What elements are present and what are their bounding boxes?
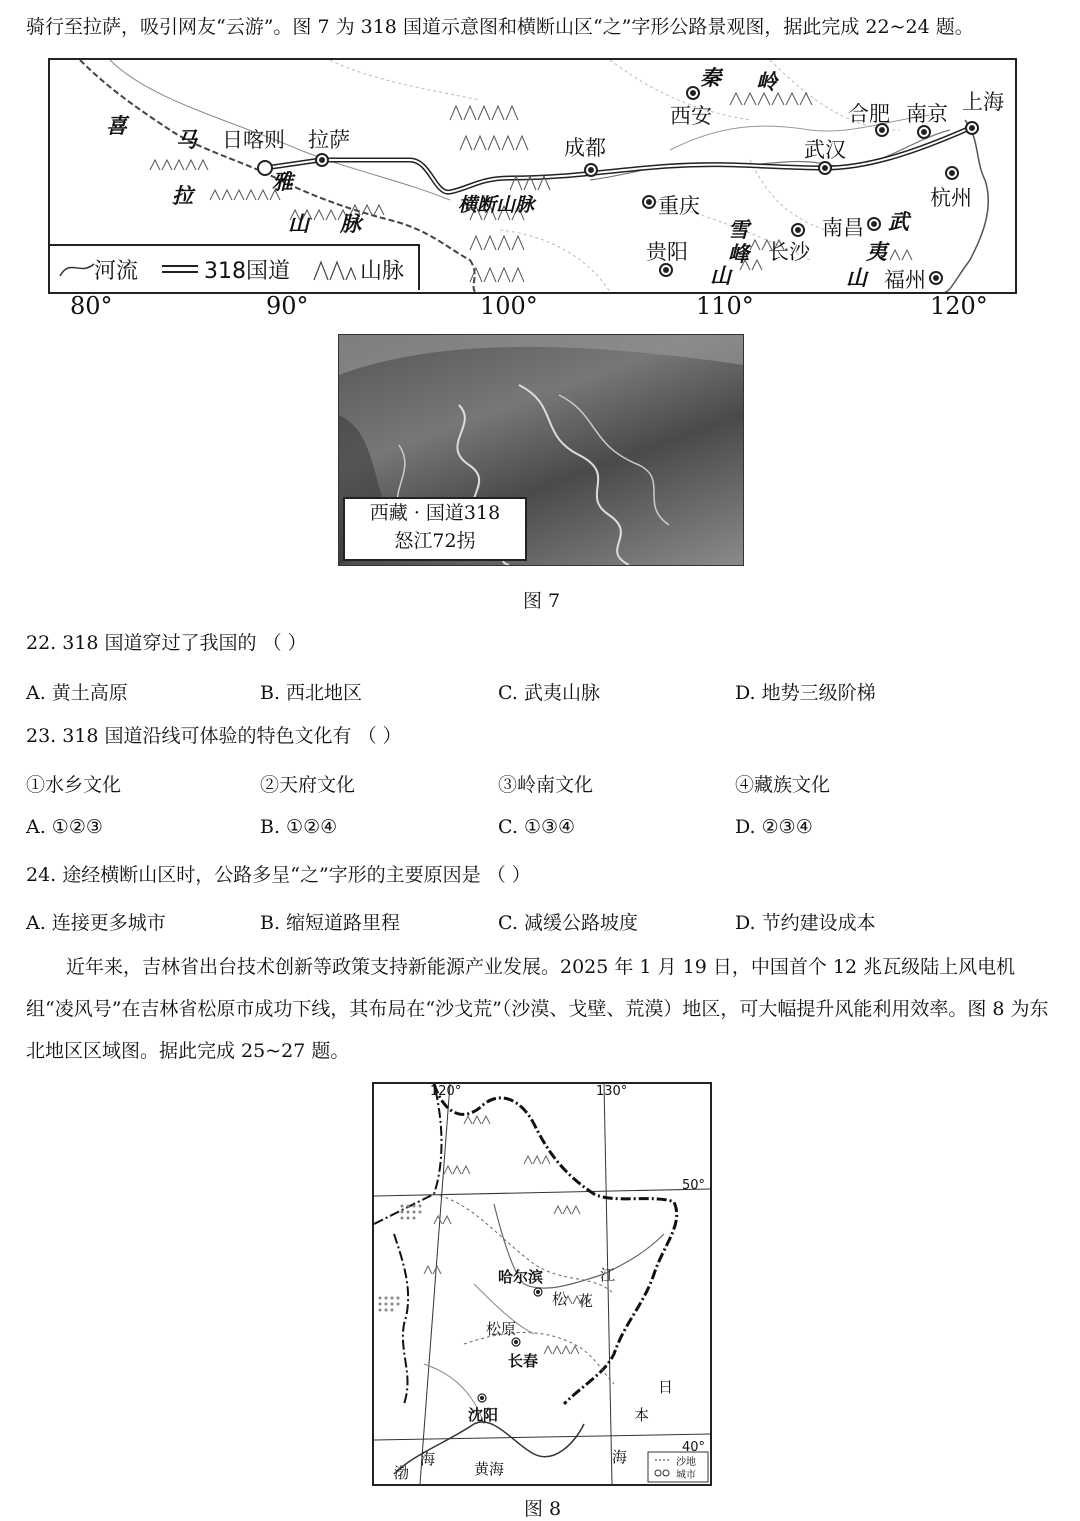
- jilin-paragraph: 近年来，吉林省出台技术创新等政策支持新能源产业发展。2025 年 1 月 19 日，中国首个 12 兆瓦级陆上风电机组“凌风号”在吉林省松原市成功下线，其布局在“沙戈荒”（沙漠、戈壁、荒漠）地区，可大幅提升风能利用效率。图 8 为东北地区区域图。据此完成 25~27 题。: [26, 956, 1049, 1062]
- map8-japan-2: 本: [634, 1406, 650, 1424]
- nujiang-road-photo: [338, 334, 744, 566]
- map8-harbin: 哈尔滨: [498, 1268, 544, 1286]
- q23-item-3: ③岭南文化: [498, 774, 594, 796]
- label-chengdu: 成都: [564, 136, 606, 160]
- figure8-caption: 图 8: [524, 1498, 562, 1520]
- map8-songhua-1: 松: [552, 1290, 568, 1308]
- q22-option-c[interactable]: C. 武夷山脉: [498, 682, 600, 704]
- map8-lon130: 130°: [596, 1084, 628, 1099]
- label-himalaya-6: 脉: [340, 212, 361, 236]
- label-himalaya-5: 山: [288, 212, 309, 236]
- label-himalaya-4: 雅: [272, 170, 293, 194]
- longitude-120: 120°: [930, 292, 988, 320]
- q22-option-d[interactable]: D. 地势三级阶梯: [735, 682, 876, 704]
- q22-option-b[interactable]: B. 西北地区: [260, 682, 363, 704]
- longitude-100: 100°: [480, 292, 538, 320]
- q23-option-c[interactable]: C. ①③④: [498, 816, 576, 838]
- q23-option-d[interactable]: D. ②③④: [735, 816, 813, 838]
- longitude-90: 90°: [266, 292, 309, 320]
- label-changsha: 长沙: [768, 240, 810, 264]
- longitude-80: 80°: [70, 292, 113, 320]
- label-wuhan: 武汉: [804, 138, 846, 162]
- figure7-caption: 图 7: [523, 590, 561, 612]
- river-legend-icon: [58, 254, 98, 284]
- map8-lon120: 120°: [430, 1084, 462, 1099]
- intro-line: 骑行至拉萨，吸引网友“云游”。图 7 为 318 国道示意图和横断山区“之”字形公路景观图，据此完成 22~24 题。: [26, 16, 974, 38]
- q23-stem: 23. 318 国道沿线可体验的特色文化有 （ ）: [26, 725, 402, 747]
- map8-lat40: 40°: [682, 1440, 706, 1455]
- label-himalaya-2: 马: [176, 128, 197, 152]
- label-qinling-1: 秦: [700, 66, 721, 90]
- map8-songhua-2: 花: [578, 1292, 594, 1310]
- label-wuyi-1: 武: [888, 210, 909, 234]
- label-shanghai: 上海: [962, 90, 1004, 114]
- map8-japan-1: 日: [658, 1378, 674, 1396]
- label-wuyi-3: 山: [846, 266, 867, 290]
- label-xuefeng-1: 雪: [728, 218, 749, 242]
- q23-option-b[interactable]: B. ①②④: [260, 816, 338, 838]
- photo-caption-box: [343, 497, 527, 561]
- map8-legend-sand: 沙地: [676, 1457, 696, 1468]
- q24-option-c[interactable]: C. 减缓公路坡度: [498, 912, 638, 934]
- label-nanchang: 南昌: [822, 216, 864, 240]
- q24-option-b[interactable]: B. 缩短道路里程: [260, 912, 401, 934]
- legend-river-label: 河流: [94, 259, 139, 284]
- q22-stem: 22. 318 国道穿过了我国的 （ ）: [26, 632, 307, 654]
- label-hangzhou: 杭州: [930, 186, 972, 210]
- label-guiyang: 贵阳: [646, 240, 688, 264]
- map8-changchun: 长春: [508, 1352, 539, 1370]
- label-qinling-2: 岭: [756, 70, 777, 94]
- label-wuyi-2: 夷: [866, 240, 887, 264]
- legend-road-label: 318国道: [204, 259, 290, 284]
- q24-option-a[interactable]: A. 连接更多城市: [26, 912, 166, 934]
- map8-songhua-3: 江: [600, 1266, 616, 1284]
- map8-bohai-1: 渤: [394, 1464, 410, 1482]
- label-xian: 西安: [670, 104, 712, 128]
- q23-option-a[interactable]: A. ①②③: [26, 816, 103, 838]
- label-chongqing: 重庆: [658, 194, 700, 218]
- q24-stem: 24. 途经横断山区时，公路多呈“之”字形的主要原因是 （ ）: [26, 864, 531, 886]
- label-shigatse: 日喀则: [222, 128, 285, 152]
- q23-item-4: ④藏族文化: [735, 774, 831, 796]
- label-lhasa: 拉萨: [308, 128, 350, 152]
- map8-bohai-2: 海: [420, 1450, 436, 1468]
- q24-option-d[interactable]: D. 节约建设成本: [735, 912, 876, 934]
- label-hengduan: 横断山脉: [458, 194, 535, 216]
- q23-item-1: ①水乡文化: [26, 774, 122, 796]
- map8-legend-city: 城市: [676, 1470, 696, 1481]
- label-hefei: 合肥: [848, 102, 890, 126]
- figure8-map: [372, 1082, 712, 1486]
- photo-caption-line2: 怒江72拐: [394, 530, 476, 552]
- q23-item-2: ②天府文化: [260, 774, 356, 796]
- map8-japan-3: 海: [612, 1448, 628, 1466]
- label-nanjing: 南京: [906, 102, 948, 126]
- label-himalaya-1: 喜: [106, 114, 127, 138]
- road-legend-icon: [160, 254, 200, 284]
- label-xuefeng-3: 山: [710, 264, 731, 288]
- map7-legend: [50, 244, 420, 290]
- mountain-legend-icon: [312, 254, 356, 284]
- map8-songyuan: 松原: [486, 1320, 517, 1338]
- label-fuzhou: 福州: [884, 268, 926, 292]
- figure7-map: [48, 58, 1017, 294]
- photo-caption-line1: 西藏 · 国道318: [369, 502, 501, 524]
- label-xuefeng-2: 峰: [728, 242, 749, 266]
- legend-mountain-label: 山脉: [360, 259, 405, 284]
- label-himalaya-3: 拉: [172, 184, 193, 208]
- longitude-110: 110°: [696, 292, 754, 320]
- map8-yellow-sea: 黄海: [474, 1460, 505, 1478]
- map8-lat50: 50°: [682, 1178, 706, 1193]
- q22-option-a[interactable]: A. 黄土高原: [26, 682, 128, 704]
- map8-shenyang: 沈阳: [468, 1406, 499, 1424]
